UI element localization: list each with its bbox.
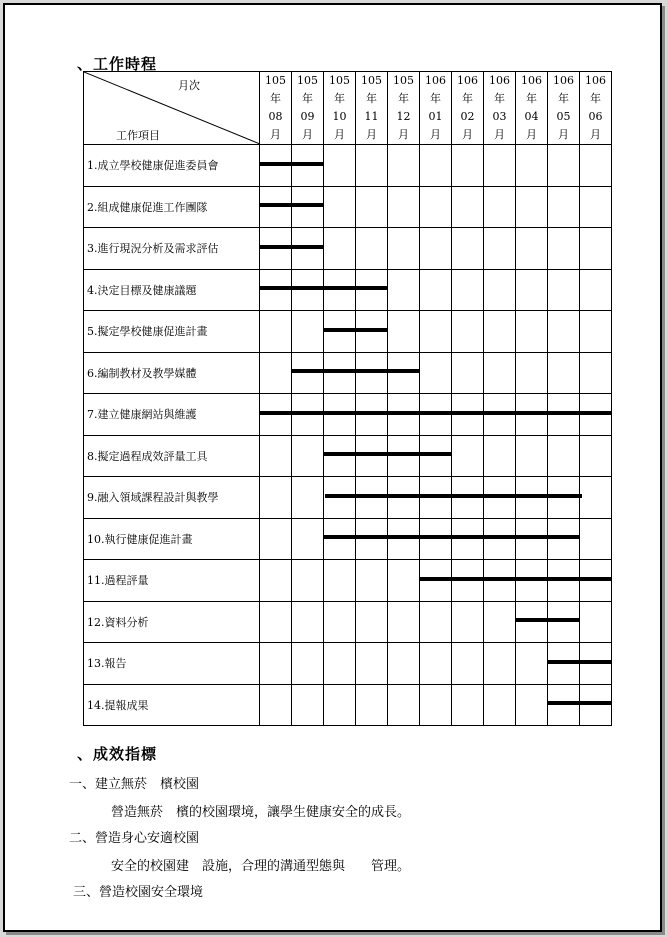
- gantt-bar: [259, 203, 324, 207]
- month-header-year: 106: [489, 74, 510, 87]
- gantt-row: [84, 560, 612, 602]
- gantt-cell: [292, 601, 324, 643]
- task-label: 6.編制教材及教學媒體: [84, 352, 260, 394]
- month-header-suffix: 月: [398, 128, 409, 141]
- gantt-cell: [484, 435, 516, 477]
- gantt-cell: [356, 228, 388, 270]
- gantt-row: [84, 228, 612, 270]
- gantt-cell: [452, 186, 484, 228]
- task-axis-label: 工作項目: [116, 129, 160, 142]
- month-axis-label: 月次: [178, 79, 200, 92]
- gantt-cell: [324, 684, 356, 726]
- task-label: 13.報告: [84, 643, 260, 685]
- gantt-cell: [580, 228, 612, 270]
- gantt-cell: [356, 643, 388, 685]
- gantt-cell: [292, 643, 324, 685]
- gantt-cell: [420, 145, 452, 187]
- gantt-cell: [260, 228, 292, 270]
- gantt-cell: [260, 352, 292, 394]
- gantt-cell: [580, 477, 612, 519]
- gantt-cell: [484, 311, 516, 353]
- gantt-bar: [323, 328, 388, 332]
- gantt-cell: [292, 518, 324, 560]
- indicator-2-heading: 二、營造身心安適校園: [69, 831, 200, 846]
- gantt-cell: [324, 601, 356, 643]
- month-header-year: 106: [553, 74, 574, 87]
- gantt-cell: [356, 684, 388, 726]
- month-header-month: 05: [556, 110, 571, 123]
- gantt-cell: [324, 186, 356, 228]
- gantt-row: [84, 311, 612, 353]
- month-header-suffix: 月: [334, 128, 345, 141]
- month-header-unit: 年: [366, 92, 377, 105]
- month-header: [324, 72, 356, 145]
- month-header-unit: 年: [270, 92, 281, 105]
- month-header-unit: 年: [334, 92, 345, 105]
- gantt-cell: [292, 560, 324, 602]
- gantt-cell: [516, 643, 548, 685]
- gantt-cell: [260, 560, 292, 602]
- gantt-bar: [259, 245, 324, 249]
- gantt-cell: [420, 228, 452, 270]
- gantt-cell: [260, 518, 292, 560]
- month-header-year: 105: [361, 74, 382, 87]
- gantt-cell: [260, 435, 292, 477]
- month-header-year: 106: [457, 74, 478, 87]
- section-title-schedule: 、工作時程: [77, 55, 158, 73]
- task-label: 5.擬定學校健康促進計畫: [84, 311, 260, 353]
- gantt-row: [84, 684, 612, 726]
- gantt-cell: [548, 352, 580, 394]
- gantt-cell: [388, 269, 420, 311]
- month-header-month: 03: [492, 110, 507, 123]
- gantt-cell: [516, 269, 548, 311]
- month-header: [292, 72, 324, 145]
- gantt-row: [84, 352, 612, 394]
- gantt-cell: [580, 145, 612, 187]
- gantt-cell: [420, 269, 452, 311]
- gantt-cell: [548, 228, 580, 270]
- task-label: 3.進行現況分析及需求評估: [84, 228, 260, 270]
- month-header-year: 105: [265, 74, 286, 87]
- gantt-cell: [484, 601, 516, 643]
- gantt-cell: [420, 311, 452, 353]
- month-header: [260, 72, 292, 145]
- month-header-suffix: 月: [430, 128, 441, 141]
- month-header: [420, 72, 452, 145]
- gantt-cell: [516, 186, 548, 228]
- gantt-row: [84, 643, 612, 685]
- gantt-cell: [580, 269, 612, 311]
- gantt-row: [84, 145, 612, 187]
- month-header-unit: 年: [302, 92, 313, 105]
- gantt-bar: [325, 494, 582, 498]
- gantt-cell: [260, 643, 292, 685]
- task-label: 8.擬定過程成效評量工具: [84, 435, 260, 477]
- gantt-cell: [388, 186, 420, 228]
- gantt-cell: [548, 145, 580, 187]
- gantt-bar: [515, 618, 580, 622]
- month-header-suffix: 月: [302, 128, 313, 141]
- gantt-cell: [324, 145, 356, 187]
- gantt-cell: [580, 601, 612, 643]
- gantt-cell: [292, 435, 324, 477]
- gantt-cell: [516, 228, 548, 270]
- month-header-month: 02: [460, 110, 475, 123]
- gantt-corner-header: [84, 72, 260, 145]
- gantt-cell: [516, 352, 548, 394]
- month-header-month: 01: [428, 110, 443, 123]
- month-header-month: 06: [588, 110, 603, 123]
- gantt-cell: [260, 186, 292, 228]
- gantt-bar: [323, 535, 580, 539]
- gantt-cell: [260, 269, 292, 311]
- month-header-month: 12: [396, 110, 411, 123]
- gantt-cell: [420, 352, 452, 394]
- gantt-cell: [452, 643, 484, 685]
- month-header-year: 106: [425, 74, 446, 87]
- month-header-month: 08: [268, 110, 283, 123]
- month-header-suffix: 月: [494, 128, 505, 141]
- gantt-cell: [356, 560, 388, 602]
- gantt-row: [84, 518, 612, 560]
- gantt-cell: [388, 311, 420, 353]
- gantt-cell: [260, 311, 292, 353]
- task-label: 11.過程評量: [84, 560, 260, 602]
- task-label: 12.資料分析: [84, 601, 260, 643]
- gantt-cell: [292, 311, 324, 353]
- gantt-cell: [484, 352, 516, 394]
- task-label: 1.成立學校健康促進委員會: [84, 145, 260, 187]
- indicator-3-heading: 三、營造校園安全環境: [73, 885, 204, 900]
- gantt-cell: [484, 643, 516, 685]
- gantt-cell: [516, 311, 548, 353]
- indicator-1-heading: 一、建立無菸 檳校園: [69, 777, 200, 792]
- task-label: 4.決定目標及健康議題: [84, 269, 260, 311]
- gantt-row: [84, 601, 612, 643]
- gantt-cell: [484, 684, 516, 726]
- gantt-table: [83, 71, 612, 726]
- gantt-cell: [388, 560, 420, 602]
- task-label: 14.提報成果: [84, 684, 260, 726]
- gantt-cell: [260, 477, 292, 519]
- gantt-bar: [547, 660, 612, 664]
- month-header-month: 04: [524, 110, 539, 123]
- gantt-cell: [452, 352, 484, 394]
- gantt-cell: [420, 684, 452, 726]
- gantt-cell: [580, 186, 612, 228]
- gantt-cell: [548, 186, 580, 228]
- gantt-cell: [548, 311, 580, 353]
- gantt-row: [84, 186, 612, 228]
- document-page: [3, 3, 662, 932]
- gantt-cell: [356, 145, 388, 187]
- gantt-row: [84, 435, 612, 477]
- gantt-bar: [291, 369, 420, 373]
- gantt-cell: [324, 560, 356, 602]
- section-title-indicators: 、成效指標: [77, 745, 158, 763]
- gantt-cell: [420, 643, 452, 685]
- gantt-cell: [484, 186, 516, 228]
- month-header-month: 10: [332, 110, 347, 123]
- month-header: [388, 72, 420, 145]
- month-header-suffix: 月: [558, 128, 569, 141]
- gantt-cell: [452, 601, 484, 643]
- month-header-suffix: 月: [526, 128, 537, 141]
- month-header-year: 105: [393, 74, 414, 87]
- gantt-cell: [388, 601, 420, 643]
- gantt-cell: [260, 684, 292, 726]
- gantt-cell: [484, 145, 516, 187]
- month-header-unit: 年: [430, 92, 441, 105]
- gantt-cell: [580, 518, 612, 560]
- gantt-cell: [548, 269, 580, 311]
- month-header: [452, 72, 484, 145]
- month-header: [516, 72, 548, 145]
- month-header-year: 105: [329, 74, 350, 87]
- gantt-cell: [516, 145, 548, 187]
- corner-diagonal: [84, 72, 260, 144]
- gantt-cell: [580, 311, 612, 353]
- gantt-row: [84, 477, 612, 519]
- task-label: 7.建立健康網站與維護: [84, 394, 260, 436]
- gantt-cell: [452, 684, 484, 726]
- gantt-cell: [452, 311, 484, 353]
- month-header-unit: 年: [494, 92, 505, 105]
- month-header-year: 106: [521, 74, 542, 87]
- task-label: 9.融入領域課程設計與教學: [84, 477, 260, 519]
- gantt-cell: [548, 435, 580, 477]
- month-header: [356, 72, 388, 145]
- gantt-cell: [516, 435, 548, 477]
- month-header: [484, 72, 516, 145]
- gantt-cell: [516, 684, 548, 726]
- gantt-cell: [580, 435, 612, 477]
- gantt-cell: [260, 601, 292, 643]
- month-header-year: 105: [297, 74, 318, 87]
- month-header-year: 106: [585, 74, 606, 87]
- gantt-cell: [452, 435, 484, 477]
- gantt-cell: [452, 228, 484, 270]
- gantt-cell: [420, 601, 452, 643]
- gantt-bar: [259, 162, 324, 166]
- gantt-bar: [419, 577, 612, 581]
- gantt-cell: [420, 186, 452, 228]
- month-header-unit: 年: [558, 92, 569, 105]
- gantt-cell: [388, 145, 420, 187]
- indicator-1-detail: 營造無菸 檳的校園環境，讓學生健康安全的成長。: [111, 805, 411, 820]
- gantt-cell: [580, 352, 612, 394]
- month-header-unit: 年: [398, 92, 409, 105]
- month-header-suffix: 月: [366, 128, 377, 141]
- gantt-cell: [292, 477, 324, 519]
- month-header: [580, 72, 612, 145]
- month-header-suffix: 月: [270, 128, 281, 141]
- gantt-cell: [356, 601, 388, 643]
- task-label: 2.組成健康促進工作團隊: [84, 186, 260, 228]
- gantt-cell: [388, 684, 420, 726]
- gantt-cell: [452, 269, 484, 311]
- gantt-bar: [259, 286, 388, 290]
- gantt-cell: [388, 228, 420, 270]
- indicator-2-detail: 安全的校園建 設施，合理的溝通型態與 管理。: [111, 859, 411, 874]
- month-header-unit: 年: [462, 92, 473, 105]
- month-header-unit: 年: [590, 92, 601, 105]
- month-header-suffix: 月: [462, 128, 473, 141]
- task-label: 10.執行健康促進計畫: [84, 518, 260, 560]
- gantt-bar: [547, 701, 612, 705]
- month-header-month: 11: [364, 110, 379, 123]
- gantt-cell: [388, 643, 420, 685]
- gantt-cell: [356, 186, 388, 228]
- month-header-month: 09: [300, 110, 315, 123]
- gantt-cell: [260, 394, 292, 436]
- gantt-cell: [452, 145, 484, 187]
- gantt-cell: [324, 643, 356, 685]
- gantt-row: [84, 269, 612, 311]
- month-header: [548, 72, 580, 145]
- gantt-cell: [484, 269, 516, 311]
- gantt-bar: [323, 452, 452, 456]
- gantt-cell: [292, 684, 324, 726]
- month-header-unit: 年: [526, 92, 537, 105]
- gantt-bar: [259, 411, 612, 415]
- gantt-chart: [83, 71, 612, 726]
- gantt-cell: [484, 228, 516, 270]
- month-header-suffix: 月: [590, 128, 601, 141]
- gantt-cell: [324, 228, 356, 270]
- gantt-cell: [260, 145, 292, 187]
- gantt-row: [84, 394, 612, 436]
